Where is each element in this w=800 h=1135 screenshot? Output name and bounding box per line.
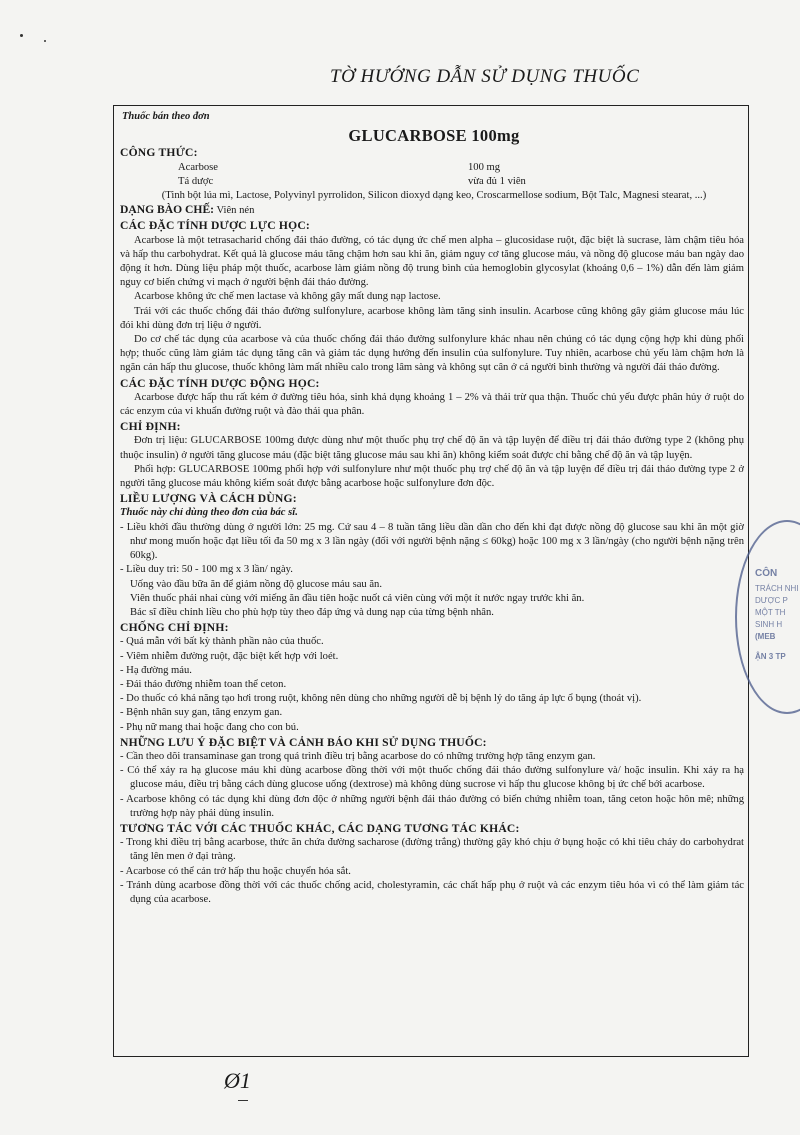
list-item: - Quá mẫn với bất kỳ thành phần nào của thuốc. (120, 636, 324, 648)
formula-value: vừa đủ 1 viên (468, 175, 526, 187)
formula-row (118, 175, 750, 189)
signature-dash (238, 1100, 248, 1101)
list-item: - Có thể xảy ra hạ glucose máu khi dùng acarbose đồng thời với một thuốc chống đái tháo đường sulfonylure và/ hoặc insulin. Khi xảy ra hạ glucose máu, điều trị bằng cách dùng glucose uống (dextrose) mà không dùng sucrose vì hấp thu glucose không bị ức chế bởi acarbose. (120, 765, 744, 791)
list-item: - Hạ đường máu. (120, 664, 192, 676)
stamp-text: ẬN 3 TP (755, 652, 786, 661)
paragraph: Do cơ chế tác dụng của acarbose và của thuốc chống đái tháo đường sulfonylure khác nhau nên chúng có tác dụng cộng hợp khi dùng phối hợp; thuốc cũng làm giảm tác dụng tăng cân và giảm tác dụng hướng đến insulin của sulfonylure. Tuy nhiên, acarbose chủ yếu làm chậm hơn là ngăn cản hấp thu glucose, thuốc không làm mất nhiều calo trong lâm sàng và không sụt cân ở cả người bình thường và người đái tháo đường. (120, 334, 744, 374)
dosage-heading: LIỀU LƯỢNG VÀ CÁCH DÙNG: (120, 492, 297, 506)
list-item: - Viêm nhiễm đường ruột, đặc biệt kết hợp với loét. (120, 650, 339, 662)
list-item: - Bệnh nhân suy gan, tăng enzym gan. (120, 707, 283, 719)
list-item: - Cần theo dõi transaminase gan trong quá trình điều trị bằng acarbose do có những trường hợp tăng enzym gan. (120, 750, 596, 762)
stamp-text: CÔN (755, 568, 778, 579)
formula-heading: CÔNG THỨC: (120, 146, 198, 160)
pharmacokinetics-heading: CÁC ĐẶC TÍNH DƯỢC ĐỘNG HỌC: (120, 376, 320, 390)
formula-value: 100 mg (468, 161, 501, 173)
warnings-heading: NHỮNG LƯU Ý ĐẶC BIỆT VÀ CẢNH BÁO KHI SỬ DỤNG THUỐC: (120, 735, 487, 749)
list-item: - Tránh dùng acarbose đồng thời với các thuốc chống acid, cholestyramin, các chất hấp phụ ở ruột và các enzym tiêu hóa vì có thể làm giảm tác dụng của acarbose. (120, 879, 744, 905)
leaflet-content (118, 108, 750, 907)
stamp-text: TRÁCH NHI (755, 584, 799, 593)
paragraph: Viên thuốc phải nhai cùng với miếng ăn đầu tiên hoặc nuốt cả viên cùng với một ít nước ngay trước khi ăn. (130, 592, 585, 604)
dosage-form-value: Viên nén (216, 205, 255, 217)
stamp-text: SINH H (755, 620, 783, 629)
paragraph: Acarbose không ức chế men lactase và không gây mất dung nạp lactose. (134, 291, 441, 303)
contraindications-heading: CHỐNG CHỈ ĐỊNH: (120, 621, 229, 635)
paragraph: Phối hợp: GLUCARBOSE 100mg phối hợp với sulfonylure như một thuốc phụ trợ chế độ ăn và tập luyện để điều trị đái tháo đường type 2 ở người tăng glucose máu không kiểm soát được bằng acarbose hoặc sulfonylure đơn độc. (120, 463, 744, 490)
list-item: - Acarbose không có tác dụng khi dùng đơn độc ở những người bệnh đái tháo đường có biến chứng nhiễm toan, tăng ceton hoặc hôn mê; những trường hợp này phải dùng insulin. (120, 793, 744, 819)
prescription-note: Thuốc này chỉ dùng theo đơn của bác sĩ. (120, 507, 298, 519)
stamp-text: DƯỢC P (755, 596, 788, 605)
formula-name: Acarbose (178, 161, 219, 173)
rx-label: Thuốc bán theo đơn (122, 111, 210, 122)
scan-speck (44, 40, 46, 42)
stamp-text: (MEB (755, 632, 776, 641)
paragraph: Uống vào đầu bữa ăn để giảm nồng độ glucose máu sau ăn. (130, 578, 382, 590)
formula-row (118, 161, 750, 175)
dosage-form (120, 203, 750, 218)
product-name: GLUCARBOSE 100mg (348, 126, 520, 146)
scan-speck (20, 34, 23, 37)
list-item: - Liều khởi đầu thường dùng ở người lớn: 25 mg. Cứ sau 4 – 8 tuần tăng liều dần dần cho đến khi đạt được nồng độ glucose sau khi ăn một giờ như mong muốn hoặc đạt liều tối đa 50 mg x 3 lần ngày (đối với người bệnh nặng ≤ 60kg) hoặc 100 mg x 3 lần/ngày (cho người bệnh nặng trên 60kg). (120, 521, 744, 562)
paragraph: Acarbose là một tetrasacharid chống đái tháo đường, có tác dụng ức chế men alpha – glucosidase ruột, đặc biệt là sucrase, làm chậm tiêu hóa và hấp thu carbohydrat. Kết quả là glucose máu tăng chậm hơn sau khi ăn, giảm nguy cơ tăng glucose máu, và nồng độ glucose máu ban ngày dao động ít hơn. Dùng liệu pháp một thuốc, acarbose làm giảm nồng độ trung bình của hemoglobin glycosylat (khoảng 0,6 – 1%) dẫn đến làm giảm nguy cơ biến chứng vi mạch ở người bệnh đái tháo đường. (120, 234, 744, 289)
interactions-heading: TƯƠNG TÁC VỚI CÁC THUỐC KHÁC, CÁC DẠNG TƯƠNG TÁC KHÁC: (120, 821, 520, 835)
dosage-form-heading: DẠNG BÀO CHẾ: (120, 203, 215, 217)
list-item: - Trong khi điều trị bằng acarbose, thức ăn chứa đường sacharose (đường trắng) thường gây khó chịu ở bụng hoặc có khi tiêu chảy do carbohydrat tăng lên men ở đại tràng. (120, 837, 744, 863)
paragraph: Acarbose được hấp thu rất kém ở đường tiêu hóa, sinh khả dụng khoảng 1 – 2% và thải trừ qua thận. Thuốc chủ yếu được phân hủy ở ruột do các enzym của vi khuẩn đường ruột và đào thải qua phân. (120, 391, 744, 418)
paragraph: Đơn trị liệu: GLUCARBOSE 100mg được dùng như một thuốc phụ trợ chế độ ăn và tập luyện để điều trị đái tháo đường type 2 (không phụ thuộc insulin) ở người tăng glucose máu (đặc biệt tăng glucose máu sau khi ăn) không kiểm soát được chỉ bằng chế độ ăn và tập luyện. (120, 435, 744, 461)
pharmacodynamics-heading: CÁC ĐẶC TÍNH DƯỢC LỰC HỌC: (120, 219, 310, 233)
paragraph: Bác sĩ điều chỉnh liều cho phù hợp tùy theo đáp ứng và dung nạp của từng bệnh nhân. (130, 606, 494, 618)
stamp-text: MỘT TH (755, 608, 786, 617)
formula-name: Tá dược (178, 175, 214, 187)
list-item: - Acarbose có thể cản trở hấp thu hoặc chuyển hóa sắt. (120, 865, 351, 877)
indications-heading: CHỈ ĐỊNH: (120, 420, 181, 434)
page-title: TỜ HƯỚNG DẪN SỬ DỤNG THUỐC (330, 66, 640, 87)
signature: Ø1 (224, 1068, 251, 1093)
paragraph: Trái với các thuốc chống đái tháo đường sulfonylure, acarbose không làm tăng sinh insulin. Acarbose cũng không gây giảm glucose máu lúc đói khi dùng đơn trị liệu ở người. (120, 305, 744, 331)
list-item: - Phụ nữ mang thai hoặc đang cho con bú. (120, 721, 299, 733)
list-item: - Đái tháo đường nhiễm toan thể ceton. (120, 678, 287, 690)
excipients-list: (Tinh bột lúa mì, Lactose, Polyvinyl pyrrolidon, Silicon dioxyd dạng keo, Croscarmellose sodium, Bột Talc, Magnesi stearat, ...) (161, 190, 707, 202)
list-item: - Do thuốc có khả năng tạo hơi trong ruột, không nên dùng cho những người dễ bị bệnh lý do tăng áp lực ổ bụng (thoát vị). (120, 693, 642, 705)
list-item: - Liều duy trì: 50 - 100 mg x 3 lần/ ngày. (120, 564, 293, 576)
